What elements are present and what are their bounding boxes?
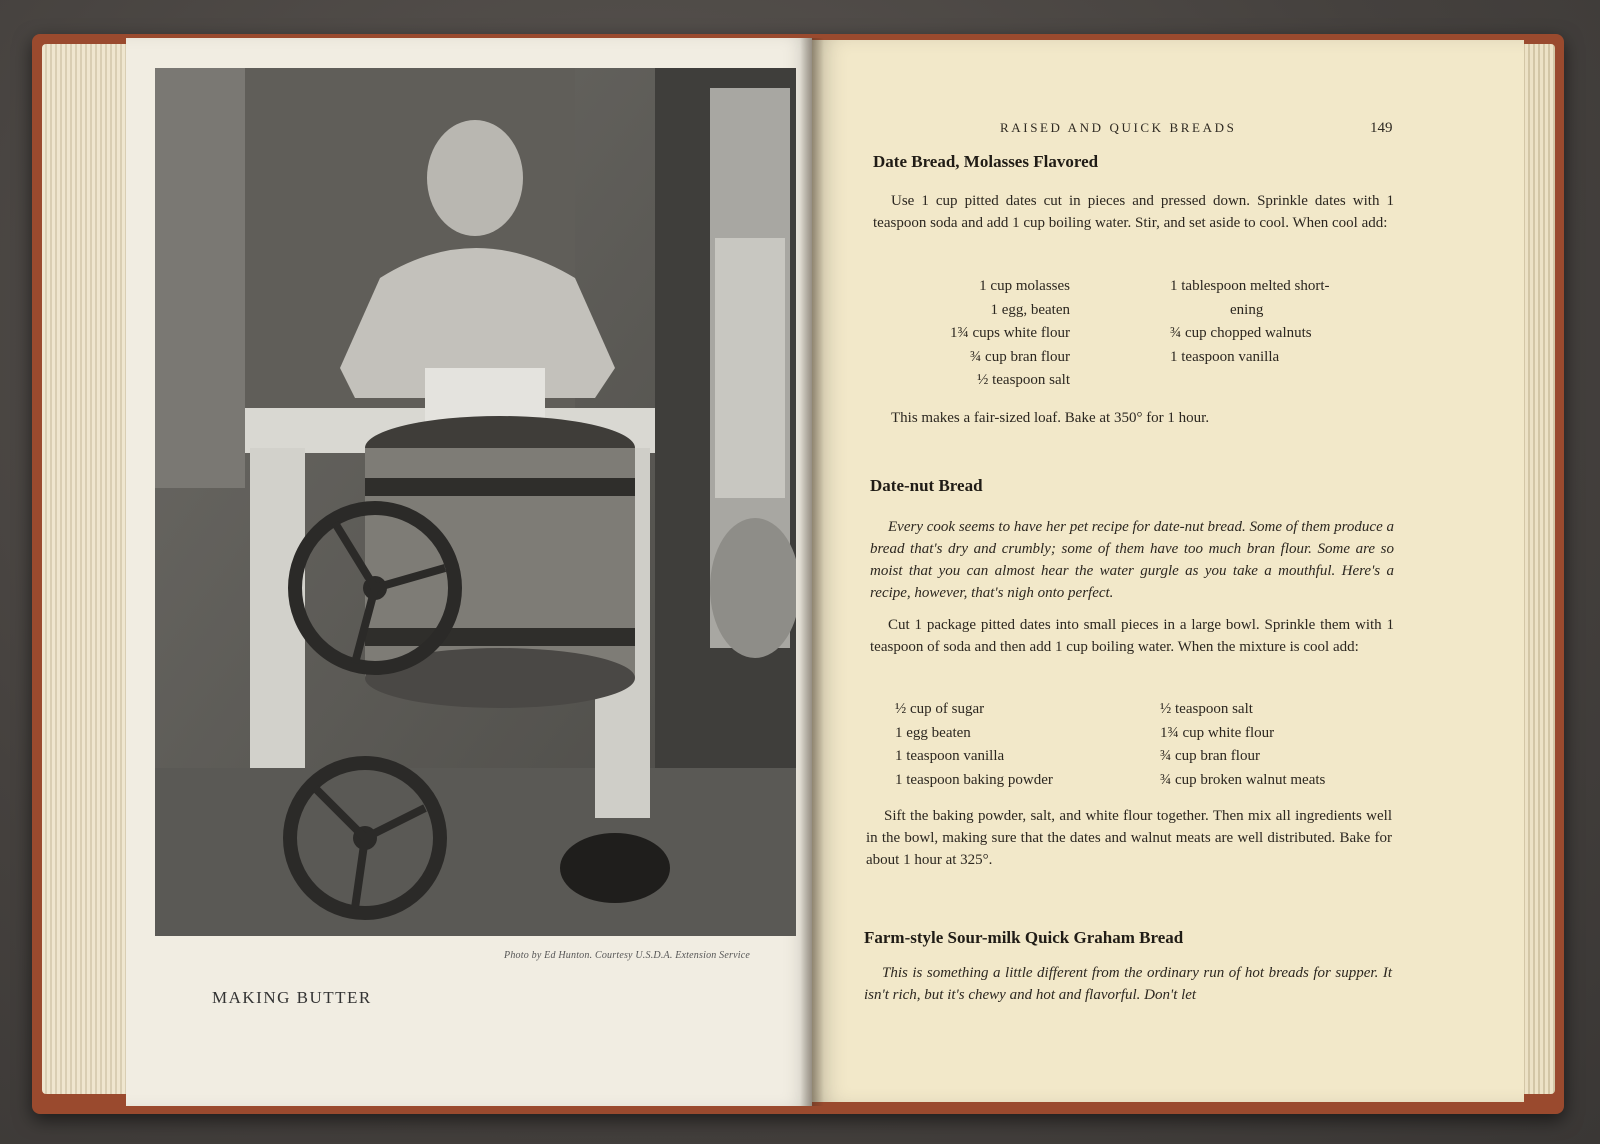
ingredient-list-right xyxy=(1170,275,1330,369)
ingredient-item: ¾ cup bran flour xyxy=(1160,748,1260,764)
recipe-title: Farm-style Sour-milk Quick Graham Bread xyxy=(864,928,1184,947)
page-edges-left xyxy=(42,44,132,1094)
ingredient-item: 1 cup molasses xyxy=(979,278,1070,294)
ingredient-item: 1¾ cups white flour xyxy=(950,325,1070,341)
running-head: RAISED AND QUICK BREADS xyxy=(1000,120,1237,135)
ingredient-item: ening xyxy=(1230,301,1264,318)
recipe-intro: Use 1 cup pitted dates cut in pieces and pressed down. Sprinkle dates with 1 teaspoon soda and add 1 cup boiling water. Stir, and set aside to cool. When cool add: xyxy=(873,193,1394,231)
making-butter-photo xyxy=(155,68,796,936)
recipe-method: This makes a fair-sized loaf. Bake at 350° for 1 hour. xyxy=(891,410,1210,426)
recipe-headnote: This is something a little different from the ordinary run of hot breads for supper. It isn't rich, but it's chewy and hot and flavorful. Don't let xyxy=(864,965,1392,1003)
book-gutter xyxy=(800,38,824,1106)
ingredient-item: ¾ cup chopped walnuts xyxy=(1170,325,1312,341)
recipe-headnote: Every cook seems to have her pet recipe for date-nut bread. Some of them produce a bread that's dry and crumbly; some of them have too much bran flour. Some are so moist that you can almost hear the water gurgle as you take a mouthful. Here's a recipe, however, that's nigh onto perfect. xyxy=(870,519,1394,601)
recipe-intro: Cut 1 package pitted dates into small pieces in a large bowl. Sprinkle them with 1 teaspoon of soda and then add 1 cup boiling water. When the mixture is cool add: xyxy=(870,617,1394,655)
ingredient-item: ¾ cup bran flour xyxy=(970,348,1070,365)
ingredient-list-left xyxy=(905,275,1070,393)
ingredient-item: 1 egg beaten xyxy=(895,724,971,741)
recipe-method: Sift the baking powder, salt, and white flour together. Then mix all ingredients well in the bowl, making sure that the dates and walnut meats are well distributed. Bake for about 1 hour at 325°. xyxy=(866,808,1392,868)
ingredient-item: 1 egg, beaten xyxy=(990,301,1070,318)
ingredient-item: 1 teaspoon baking powder xyxy=(895,771,1053,788)
photo-credit: Photo by Ed Hunton. Courtesy U.S.D.A. Extension Service xyxy=(504,950,750,961)
ingredient-item: 1 tablespoon melted short- xyxy=(1170,278,1330,294)
ingredient-item: 1 teaspoon vanilla xyxy=(1170,348,1280,365)
recipe-title: Date Bread, Molasses Flavored xyxy=(873,152,1099,171)
ingredient-item: ½ teaspoon salt xyxy=(1160,701,1253,717)
photo-caption: MAKING BUTTER xyxy=(212,988,372,1007)
page-number: 149 xyxy=(1370,120,1393,136)
ingredient-item: ½ teaspoon salt xyxy=(977,372,1070,388)
ingredient-item: ½ cup of sugar xyxy=(895,701,985,717)
ingredient-item: ¾ cup broken walnut meats xyxy=(1160,771,1326,788)
ingredient-item: 1 teaspoon vanilla xyxy=(895,748,1005,764)
ingredient-item: 1¾ cup white flour xyxy=(1160,724,1275,741)
recipe-title: Date-nut Bread xyxy=(870,476,983,495)
ingredient-list-left xyxy=(895,698,1125,792)
ingredient-list-right xyxy=(1160,698,1325,792)
